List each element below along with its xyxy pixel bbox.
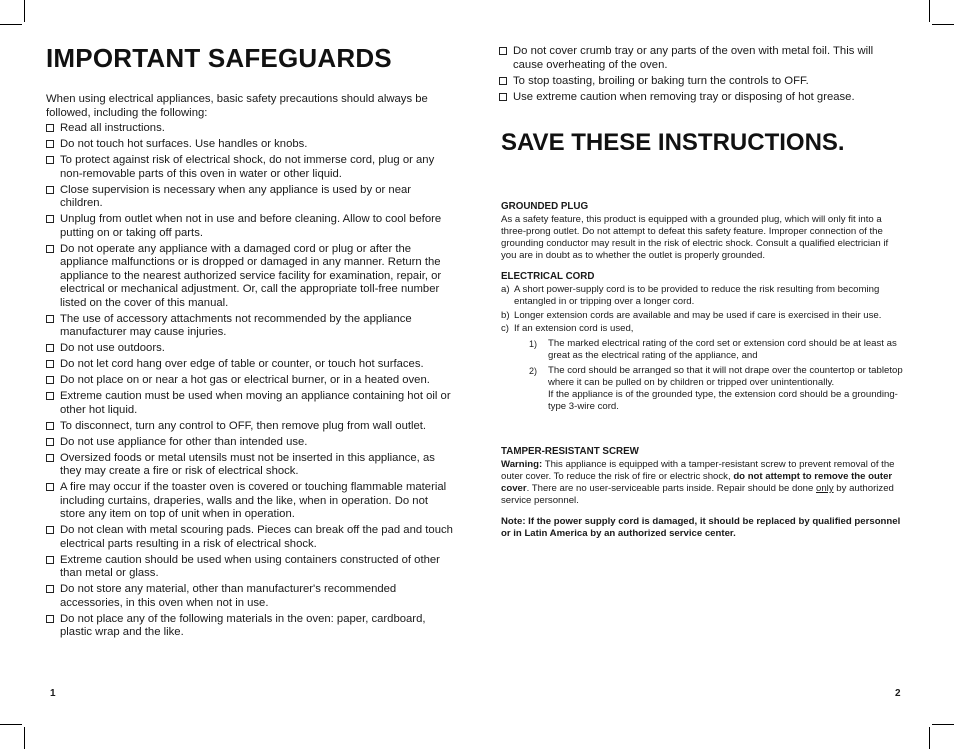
checkbox-icon — [46, 376, 54, 384]
list-item: b) Longer extension cords are available and may be used if care is exercised in their use. — [501, 309, 882, 321]
crop-mark — [0, 724, 22, 725]
list-item: Do not touch hot surfaces. Use handles or knobs. — [46, 138, 454, 152]
checkbox-icon — [499, 47, 507, 55]
checkbox-icon — [46, 245, 54, 253]
page-title: IMPORTANT SAFEGUARDS — [46, 43, 392, 73]
checkbox-icon — [46, 186, 54, 194]
save-instructions-heading: SAVE THESE INSTRUCTIONS. — [501, 129, 845, 156]
crop-mark — [932, 24, 954, 25]
list-item: Do not use outdoors. — [46, 342, 454, 356]
checkbox-icon — [46, 556, 54, 564]
list-item: 2) The cord should be arranged so that it will not drape over the countertop or tabletop where it can be pulled on by children or tripped over unintentionally. If the appliance is of the grounded type, the extension cord should be a grounding-type 3-wire cord. — [529, 365, 903, 412]
list-item: Do not clean with metal scouring pads. Pieces can break off the pad and touch electrical parts resulting in a risk of electrical shock. — [46, 524, 454, 551]
checkbox-icon — [46, 315, 54, 323]
crop-mark — [24, 727, 25, 749]
checkbox-icon — [46, 454, 54, 462]
list-item: Close supervision is necessary when any appliance is used by or near children. — [46, 184, 454, 211]
crop-mark — [929, 0, 930, 22]
list-item: Do not use appliance for other than intended use. — [46, 436, 454, 450]
checkbox-icon — [46, 438, 54, 446]
safeguards-list-continued — [499, 45, 899, 107]
list-item: 1) The marked electrical rating of the cord set or extension cord should be at least as great as the electrical rating of the appliance, and — [529, 338, 897, 361]
safeguards-list — [46, 122, 454, 642]
crop-mark — [24, 0, 25, 22]
list-item: Extreme caution should be used when using containers constructed of other than metal or glass. — [46, 554, 454, 581]
grounded-plug-section — [501, 201, 906, 262]
list-item: Do not cover crumb tray or any parts of the oven with metal foil. This will cause overheating of the oven. — [499, 45, 899, 72]
checkbox-icon — [46, 585, 54, 593]
section-text: Warning: This appliance is equipped with a tamper-resistant screw to prevent removal of the outer cover. To reduce the risk of fire or electric shock, do not attempt to remove the outer cover. There are no user-serviceable parts inside. Repair should be done only by authorized service personnel. — [501, 459, 895, 506]
list-item: To stop toasting, broiling or baking turn the controls to OFF. — [499, 75, 899, 89]
electrical-cord-section — [501, 271, 906, 416]
checkbox-icon — [46, 422, 54, 430]
list-item: To disconnect, turn any control to OFF, then remove plug from wall outlet. — [46, 420, 454, 434]
list-item: c) If an extension cord is used, 1) The marked electrical rating of the cord set or extension cord should be at least as great as the electrical rating of the appliance, and 2) The cord should be arranged so that it will not drape over the countertop or tabletop where it can be pulled on by children or tripped over unintentionally. If the appliance is of the grounded type, the extension cord should be a grounding-type 3-wire cord. — [501, 323, 906, 413]
checkbox-icon — [46, 344, 54, 352]
page-number: 2 — [895, 688, 901, 699]
note-text: Note: If the power supply cord is damaged, it should be replaced by qualified personnel or in Latin America by an authorized service center. — [501, 516, 901, 539]
list-item: The use of accessory attachments not recommended by the appliance manufacturer may cause injuries. — [46, 313, 454, 340]
checkbox-icon — [46, 360, 54, 368]
extension-cord-sublist — [514, 338, 906, 413]
crop-mark — [932, 724, 954, 725]
section-heading: ELECTRICAL CORD — [501, 271, 595, 282]
section-heading: TAMPER-RESISTANT SCREW — [501, 446, 639, 457]
list-item: a) A short power-supply cord is to be provided to reduce the risk resulting from becoming entangled in or tripping over a longer cord. — [501, 284, 880, 307]
checkbox-icon — [46, 526, 54, 534]
list-item: A fire may occur if the toaster oven is covered or touching flammable material including curtains, draperies, walls and the like, when in operation. Do not store any item on top of unit when in operation. — [46, 481, 454, 522]
checkbox-icon — [46, 615, 54, 623]
section-text: As a safety feature, this product is equipped with a grounded plug, which will only fit into a three-prong outlet. Do not attempt to defeat this safety feature. Improper connection of the grounding conductor may result in the risk of electric shock. Consult a qualified electrician if you are in doubt as to whether the outlet is properly grounded. — [501, 214, 889, 261]
checkbox-icon — [46, 483, 54, 491]
intro-text: When using electrical appliances, basic safety precautions should always be followed, including the following: — [46, 93, 428, 119]
checkbox-icon — [46, 215, 54, 223]
page-number: 1 — [50, 688, 56, 699]
crop-mark — [929, 727, 930, 749]
cord-list — [501, 284, 906, 413]
checkbox-icon — [499, 77, 507, 85]
list-item: Do not let cord hang over edge of table or counter, or touch hot surfaces. — [46, 358, 454, 372]
list-item: Oversized foods or metal utensils must not be inserted in this appliance, as they may create a fire or risk of electrical shock. — [46, 452, 454, 479]
checkbox-icon — [499, 93, 507, 101]
crop-mark — [0, 24, 22, 25]
checkbox-icon — [46, 392, 54, 400]
checkbox-icon — [46, 140, 54, 148]
section-heading: GROUNDED PLUG — [501, 201, 589, 212]
list-item: Unplug from outlet when not in use and before cleaning. Allow to cool before putting on or taking off parts. — [46, 213, 454, 240]
power-cord-note — [501, 516, 906, 540]
checkbox-icon — [46, 124, 54, 132]
checkbox-icon — [46, 156, 54, 164]
list-item: Read all instructions. — [46, 122, 454, 136]
list-item: Do not place on or near a hot gas or electrical burner, or in a heated oven. — [46, 374, 454, 388]
list-item: Do not operate any appliance with a damaged cord or plug or after the appliance malfunctions or is dropped or damaged in any manner. Return the appliance to the nearest authorized service facility for examination, repair, or electrical or mechanical adjustment. Or, call the appropriate toll-free number listed on the cover of this manual. — [46, 243, 454, 311]
list-item: Do not place any of the following materials in the oven: paper, cardboard, plastic wrap and the like. — [46, 613, 454, 640]
tamper-screw-section — [501, 446, 906, 507]
list-item: Extreme caution must be used when moving an appliance containing hot oil or other hot liquid. — [46, 390, 454, 417]
list-item: To protect against risk of electrical shock, do not immerse cord, plug or any non-removable parts of this oven in water or other liquid. — [46, 154, 454, 181]
list-item: Do not store any material, other than manufacturer's recommended accessories, in this oven when not in use. — [46, 583, 454, 610]
list-item: Use extreme caution when removing tray or disposing of hot grease. — [499, 91, 899, 105]
